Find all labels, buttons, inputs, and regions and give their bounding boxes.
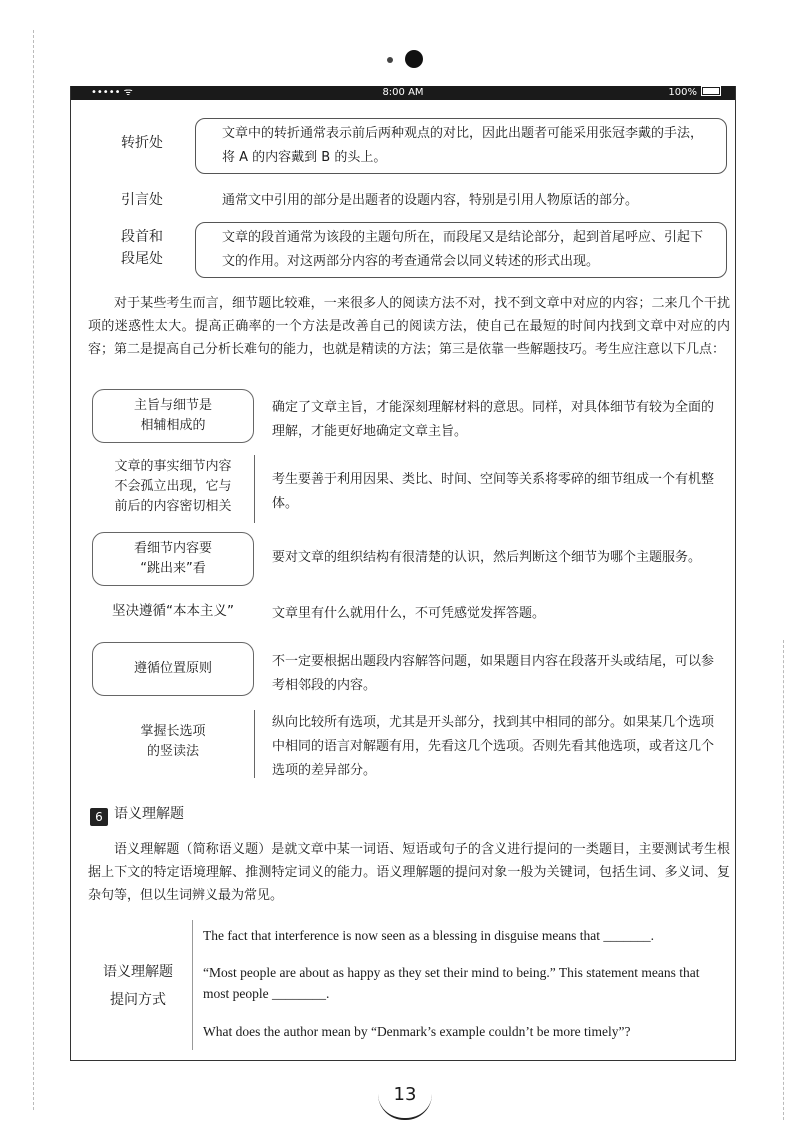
question-forms-divider <box>192 920 193 1050</box>
label-line: 段尾处 <box>121 251 163 267</box>
status-time: 8:00 AM <box>382 87 424 98</box>
status-bar <box>71 86 735 100</box>
label-line: 主旨与细节是 <box>133 398 212 413</box>
scan-edge-right <box>783 640 784 1120</box>
battery-icon <box>701 86 721 96</box>
label-line: 遵循位置原则 <box>133 661 212 676</box>
tip-label-box <box>92 642 254 696</box>
tip-text: 确定了文章主旨，才能深刻理解材料的意思。同样，对具体细节有较为全面的理解，才能更好地确定文章主旨。 <box>272 400 715 439</box>
row-text-head-tail: 文章的段首通常为该段的主题句所在，而段尾又是结论部分，起到首尾呼应、引起下文的作用。对这两部分内容的考查通常会以同义转述的形式出现。 <box>222 230 704 269</box>
label-line: 相辅相成的 <box>140 418 206 433</box>
tip-text: 考生要善于利用因果、类比、时间、空间等关系将零碎的细节组成一个有机整体。 <box>272 472 715 511</box>
tip-divider <box>254 455 255 523</box>
label-line: 掌握长选项 <box>140 724 206 739</box>
label-line: 不会孤立出现，它与 <box>114 479 232 494</box>
label-line: 看细节内容要 <box>133 541 212 556</box>
row-text-turning: 文章中的转折通常表示前后两种观点的对比，因此出题者可能采用张冠李戴的手法，将 A 的内容戴到 B 的头上。 <box>222 126 704 165</box>
tip-text: 要对文章的组织结构有很清楚的认识，然后判断这个细节为哪个主题服务。 <box>272 550 702 565</box>
label-line: 提问方式 <box>110 992 166 1008</box>
tip-label-box <box>92 455 254 523</box>
camera-lens-icon <box>405 50 423 68</box>
tip-text: 不一定要根据出题段内容解答问题，如果题目内容在段落开头或结尾，可以参考相邻段的内容。 <box>272 654 715 693</box>
tip-label-box <box>92 532 254 586</box>
label-line: 文章的事实细节内容 <box>114 459 232 474</box>
page-number-arc <box>378 1094 432 1120</box>
question-example: “Most people are about as happy as they set their mind to being.” This statement means that most people ________. <box>203 965 700 1001</box>
battery-indicator <box>668 86 721 100</box>
tip-text: 纵向比较所有选项，尤其是开头部分，找到其中相同的部分。如果某几个选项中相同的语言对解题有用，先看这几个选项。否则先看其他选项，或者这几个选项的差异部分。 <box>272 715 715 778</box>
label-line: 的竖读法 <box>146 744 199 759</box>
row-label-quote: 引言处 <box>121 192 163 208</box>
row-label-head-tail <box>100 226 184 270</box>
camera-sensor-icon <box>387 57 393 63</box>
section-title: 语义理解题 <box>114 806 184 822</box>
tip-divider <box>254 710 255 778</box>
signal-indicator: ••••• ᯤ <box>91 87 133 98</box>
question-example: The fact that interference is now seen as a blessing in disguise means that _______. <box>203 928 654 943</box>
section-number-icon: 6 <box>90 808 108 826</box>
tip-label: 坚决遵循“本本主义” <box>112 603 234 619</box>
label-line: 前后的内容密切相关 <box>114 499 232 514</box>
tip-text: 文章里有什么就用什么，不可凭感觉发挥答题。 <box>272 606 546 621</box>
intro-paragraph: 对于某些考生而言，细节题比较难，一来很多人的阅读方法不对，找不到文章中对应的内容；二来几个干扰项的迷惑性太大。提高正确率的一个方法是改善自己的阅读方法，使自己在最短的时间内找到文章中对应的内容；第二是提高自己分析长难句的能力，也就是精读的方法；第三是依靠一些解题技巧。考生应注意以下几点： <box>88 296 730 357</box>
row-text-quote: 通常文中引用的部分是出题者的设题内容，特别是引用人物原话的部分。 <box>222 193 639 208</box>
battery-percent: 100% <box>668 87 697 98</box>
scan-edge-left <box>33 30 34 1110</box>
section-heading <box>90 803 184 826</box>
question-forms-label <box>90 958 186 1014</box>
label-line: 语义理解题 <box>103 964 173 980</box>
section-paragraph: 语义理解题（简称语义题）是就文章中某一词语、短语或句子的含义进行提问的一类题目，主要测试考生根据上下文的特定语境理解、推测特定词义的能力。语义理解题的提问对象一般为关键词，包括生词、多义词、复杂句等，但以生词辨义最为常见。 <box>88 842 730 903</box>
tip-label-box <box>92 389 254 443</box>
tip-label-box <box>92 708 254 778</box>
page-number: 13 <box>393 1084 417 1105</box>
label-line: 段首和 <box>121 229 163 245</box>
label-line: “跳出来”看 <box>140 561 206 576</box>
row-label-turning: 转折处 <box>121 135 163 151</box>
question-example: What does the author mean by “Denmark’s example couldn’t be more timely”? <box>203 1024 631 1039</box>
